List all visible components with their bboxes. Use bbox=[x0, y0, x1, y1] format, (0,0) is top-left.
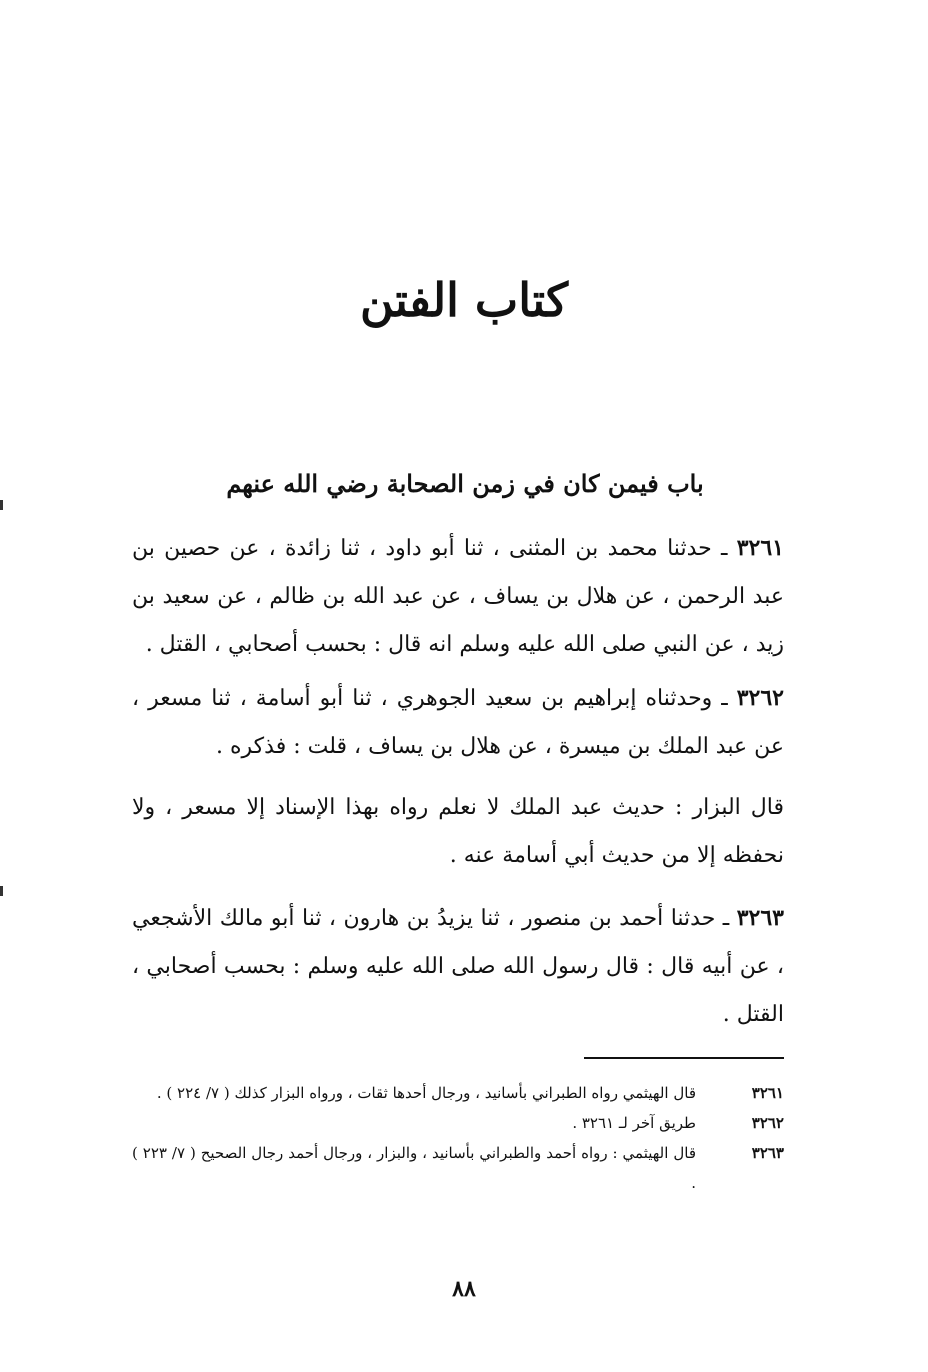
footnote-text: طريق آخر لـ ٣٢٦١ . bbox=[572, 1114, 696, 1132]
hadith-number: ٣٢٦٢ bbox=[736, 685, 784, 711]
footnote-number: ٣٢٦٣ bbox=[751, 1144, 784, 1162]
hadith-paragraph bbox=[132, 524, 784, 669]
hadith-number: ٣٢٦١ bbox=[736, 535, 784, 561]
footnote-text: قال الهيثمي : رواه أحمد والطبراني بأسانيد ، والبزار ، ورجال أحمد رجال الصحيح ( ٧/ ٢٢٣ ) . bbox=[132, 1144, 696, 1192]
footnote bbox=[132, 1078, 784, 1108]
footnote-number: ٣٢٦١ bbox=[751, 1084, 784, 1102]
hadith-text: ـ وحدثناه إبراهيم بن سعيد الجوهري ، ثنا أبو أسامة ، ثنا مسعر ، عن عبد الملك بن ميسرة ، عن هلال بن يساف ، قلت : فذكره . bbox=[132, 686, 784, 759]
footnote-number: ٣٢٦٢ bbox=[751, 1114, 784, 1132]
book-title: كتاب الفتن bbox=[359, 273, 569, 327]
commentary-paragraph bbox=[132, 784, 784, 880]
scan-margin-mark bbox=[0, 500, 3, 510]
hadith-text: ـ حدثنا محمد بن المثنى ، ثنا أبو داود ، ثنا زائدة ، عن حصين بن عبد الرحمن ، عن هلال بن يساف ، عن عبد الله بن ظالم ، عن سعيد بن زيد ، عن النبي صلى الله عليه وسلم انه قال : بحسب أصحابي ، القتل . bbox=[132, 536, 784, 657]
footnote bbox=[132, 1108, 784, 1138]
footnotes bbox=[132, 1078, 784, 1198]
scan-margin-mark bbox=[0, 886, 3, 896]
footnote bbox=[132, 1138, 784, 1198]
hadith-paragraph bbox=[132, 674, 784, 771]
hadith-number: ٣٢٦٣ bbox=[736, 905, 784, 931]
commentary-text: قال البزار : حديث عبد الملك لا نعلم رواه بهذا الإسناد إلا مسعر ، ولا نحفظه إلا من حديث أبي أسامة عنه . bbox=[132, 795, 784, 868]
footnote-text: قال الهيثمي رواه الطبراني بأسانيد ، ورجال أحدها ثقات ، ورواه البزار كذلك ( ٧/ ٢٢٤ ) . bbox=[156, 1084, 696, 1102]
footnote-divider bbox=[584, 1057, 784, 1059]
hadith-paragraph bbox=[132, 894, 784, 1039]
page-number: ٨٨ bbox=[452, 1276, 476, 1302]
hadith-text: ـ حدثنا أحمد بن منصور ، ثنا يزيدُ بن هارون ، ثنا أبو مالك الأشجعي ، عن أبيه قال : قال رسول الله صلى الله عليه وسلم : بحسب أصحابي ، القتل . bbox=[132, 906, 784, 1027]
chapter-heading: باب فيمن كان في زمن الصحابة رضي الله عنهم bbox=[226, 469, 704, 498]
